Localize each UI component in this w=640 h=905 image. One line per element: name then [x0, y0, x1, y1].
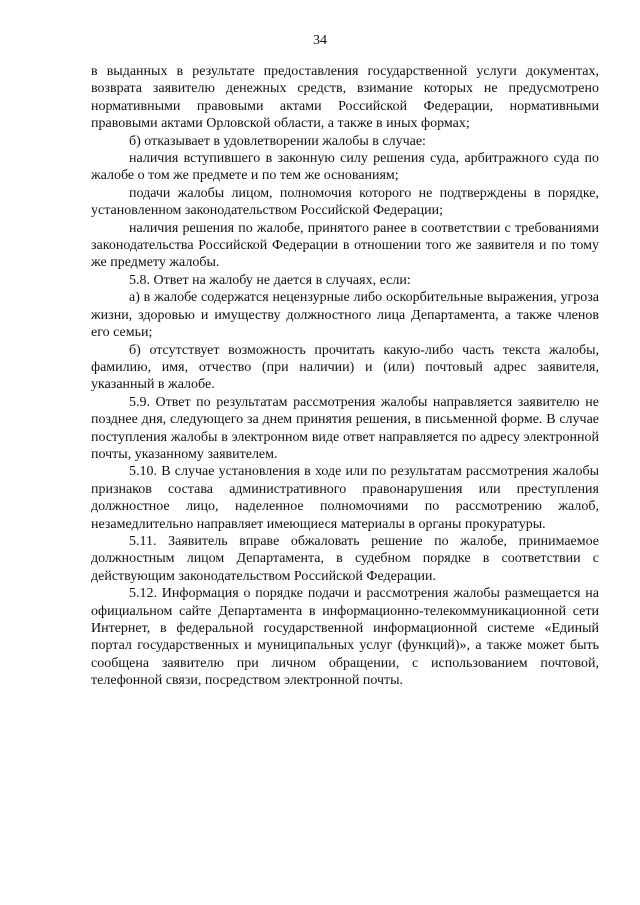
paragraph-5-8-a: а) в жалобе содержатся нецензурные либо оскорбительные выражения, угроза жизни, здоровью и имуществу должностного лица Департамента, а также членов его семьи; — [91, 290, 599, 341]
paragraph-5-8-b: б) отсутствует возможность прочитать какую-либо часть текста жалобы, фамилию, имя, отчество (при наличии) и (или) почтовый адрес заявителя, указанный в жалобе. — [91, 342, 599, 393]
paragraph-prior-decision: наличия решения по жалобе, принятого ранее в соответствии с требованиями законодательства Российской Федерации в отношении того же заявителя и по тому же предмету жалобы. — [91, 220, 599, 271]
paragraph-5-10: 5.10. В случае установления в ходе или по результатам рассмотрения жалобы признаков состава административного правонарушения или преступления должностное лицо, наделенное полномочиями по рассмотрению жалоб, незамедлительно направляет имеющиеся материалы в органы прокуратуры. — [91, 464, 599, 532]
page-number: 34 — [313, 33, 327, 48]
paragraph-5-11: 5.11. Заявитель вправе обжаловать решение по жалобе, принимаемое должностным лицом Департамента, в судебном порядке в соответствии с действующим законодательством Российской Федерации. — [91, 533, 599, 584]
paragraph-continuation: в выданных в результате предоставления государственной услуги документах, возврата заявителю денежных средств, взимание которых не предусмотрено нормативными правовыми актами Российской Федерации, нормативными правовыми актами Орловской области, а также в иных формах; — [91, 64, 599, 132]
paragraph-refusal-intro: б) отказывает в удовлетворении жалобы в случае: — [129, 133, 426, 149]
paragraph-5-9: 5.9. Ответ по результатам рассмотрения жалобы направляется заявителю не позднее дня, следующего за днем принятия решения, в письменной форме. В случае поступления жалобы в электронном виде ответ направляется по адресу электронной почты, указанному заявителем. — [91, 394, 599, 462]
document-body — [91, 63, 599, 690]
paragraph-court-decision: наличия вступившего в законную силу решения суда, арбитражного суда по жалобе о том же предмете и по тем же основаниям; — [91, 151, 599, 184]
paragraph-unauthorized-filer: подачи жалобы лицом, полномочия которого не подтверждены в порядке, установленном законодательством Российской Федерации; — [91, 185, 599, 219]
paragraph-5-12: 5.12. Информация о порядке подачи и рассмотрения жалобы размещается на официальном сайте Департамента в информационно-телекоммуникационной сети Интернет, в федеральной государственной информационной системе «Единый портал государственных и муниципальных услуг (функций)», а также может быть сообщена заявителю при личном обращении, с использованием почтовой, телефонной связи, посредством электронной почты. — [91, 586, 599, 689]
paragraph-5-8: 5.8. Ответ на жалобу не дается в случаях, если: — [129, 272, 411, 288]
